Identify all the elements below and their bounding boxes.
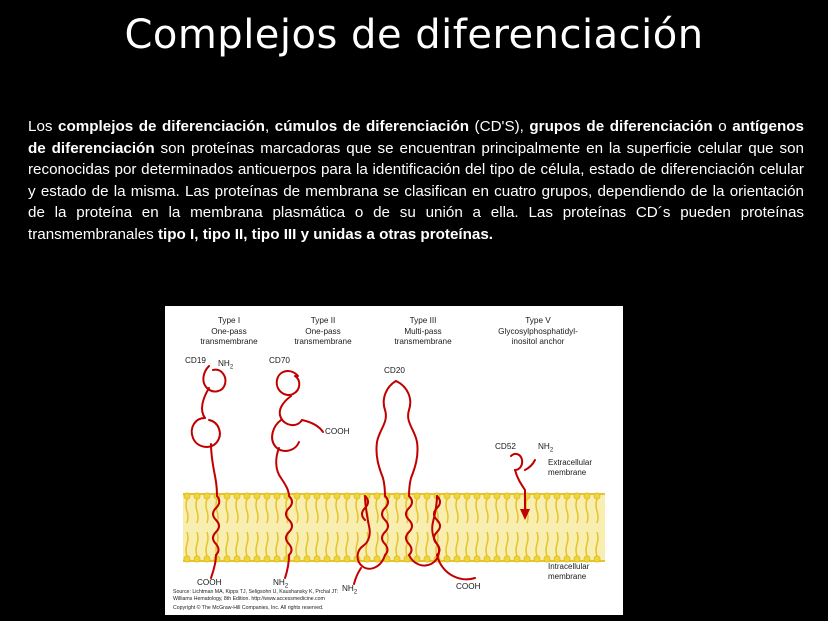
heading-line-3: inositol anchor	[511, 337, 565, 346]
body-paragraph	[28, 116, 804, 245]
heading-line-2: Multi-pass	[404, 326, 442, 336]
paragraph-segment-1: complejos de diferenciación	[58, 118, 265, 135]
subscript: 2	[284, 583, 289, 590]
label-cooh-type3: COOH	[456, 582, 481, 591]
paragraph-segment-3: cúmulos de diferenciación	[274, 118, 469, 135]
paragraph-segment-5: grupos de diferenciación	[529, 118, 713, 135]
paragraph-segment-7: antígenos de diferenciación	[28, 118, 804, 157]
terminus-text: NH	[273, 578, 285, 587]
label-extracellular-membrane	[548, 458, 592, 478]
figure-source-line-1: Source: Lichtman MA, Kipps TJ, Seligsohn U, Kaushansky K, Prchal JT:	[173, 589, 339, 595]
extracellular-line-2: membrane	[548, 468, 587, 477]
heading-line-2: One-pass	[211, 326, 247, 336]
heading-line-2: Glycosylphosphatidyl-	[498, 326, 578, 336]
heading-line-1: Type I	[217, 316, 241, 325]
subscript: 2	[229, 364, 234, 371]
label-cd20: CD20	[384, 366, 405, 375]
heading-line-3: transmembrane	[200, 337, 258, 346]
label-cd70: CD70	[269, 356, 290, 365]
figure-membrane-protein-types	[165, 306, 623, 615]
label-cd52: CD52	[495, 442, 516, 451]
extracellular-line-1: Extracellular	[548, 458, 593, 467]
label-nh2-type1	[218, 359, 233, 373]
label-cd19: CD19	[185, 356, 206, 365]
heading-line-1: Type V	[525, 316, 551, 325]
heading-line-1: Type III	[409, 316, 437, 325]
figure-source-line-2: Williams Hematology, 8th Edition. http://www.accessmedicine.com	[173, 596, 325, 602]
terminus-text: NH	[342, 584, 354, 593]
heading-line-3: transmembrane	[294, 337, 352, 346]
intracellular-line-1: Intracellular	[548, 562, 590, 571]
terminus-text: NH	[218, 359, 230, 368]
heading-line-1: Type II	[310, 316, 336, 325]
terminus-text: NH	[538, 442, 550, 451]
page-title: Complejos de diferenciación	[124, 12, 704, 58]
label-intracellular-membrane	[548, 562, 589, 582]
paragraph-segment-6: o	[712, 118, 733, 135]
paragraph-segment-9: tipo I, tipo II, tipo III y unidas a otras proteínas.	[158, 225, 494, 243]
paragraph-segment-4: (CD'S),	[469, 118, 530, 135]
label-cooh-type2: COOH	[325, 427, 350, 436]
label-nh2-type5	[538, 442, 553, 456]
intracellular-line-2: membrane	[548, 572, 587, 581]
label-nh2-type3	[342, 584, 357, 598]
label-cooh-type1: COOH	[197, 578, 222, 587]
paragraph-segment-0: Los	[28, 118, 59, 135]
figure-source-line-3: Copyright © The McGraw-Hill Companies, Inc. All rights reserved.	[173, 605, 324, 611]
subscript: 2	[549, 447, 554, 454]
paragraph-segment-2: ,	[264, 118, 275, 135]
paragraph-segment-8: son proteínas marcadoras que se encuentran principalmente en la superficie celular que son reconocidas por determinados anticuerpos para la identificación del tipo de célula, estado de diferenciación celular y estado de la misma. Las proteínas de membrana se clasifican en cuatro grupos, dependiendo de la orientación de la proteína en la membrana plasmática o de su unión a ella. Las proteínas CD´s pueden proteínas transmembranales	[28, 139, 804, 243]
heading-line-2: One-pass	[305, 326, 341, 336]
heading-line-3: transmembrane	[394, 337, 452, 346]
subscript: 2	[353, 589, 358, 596]
